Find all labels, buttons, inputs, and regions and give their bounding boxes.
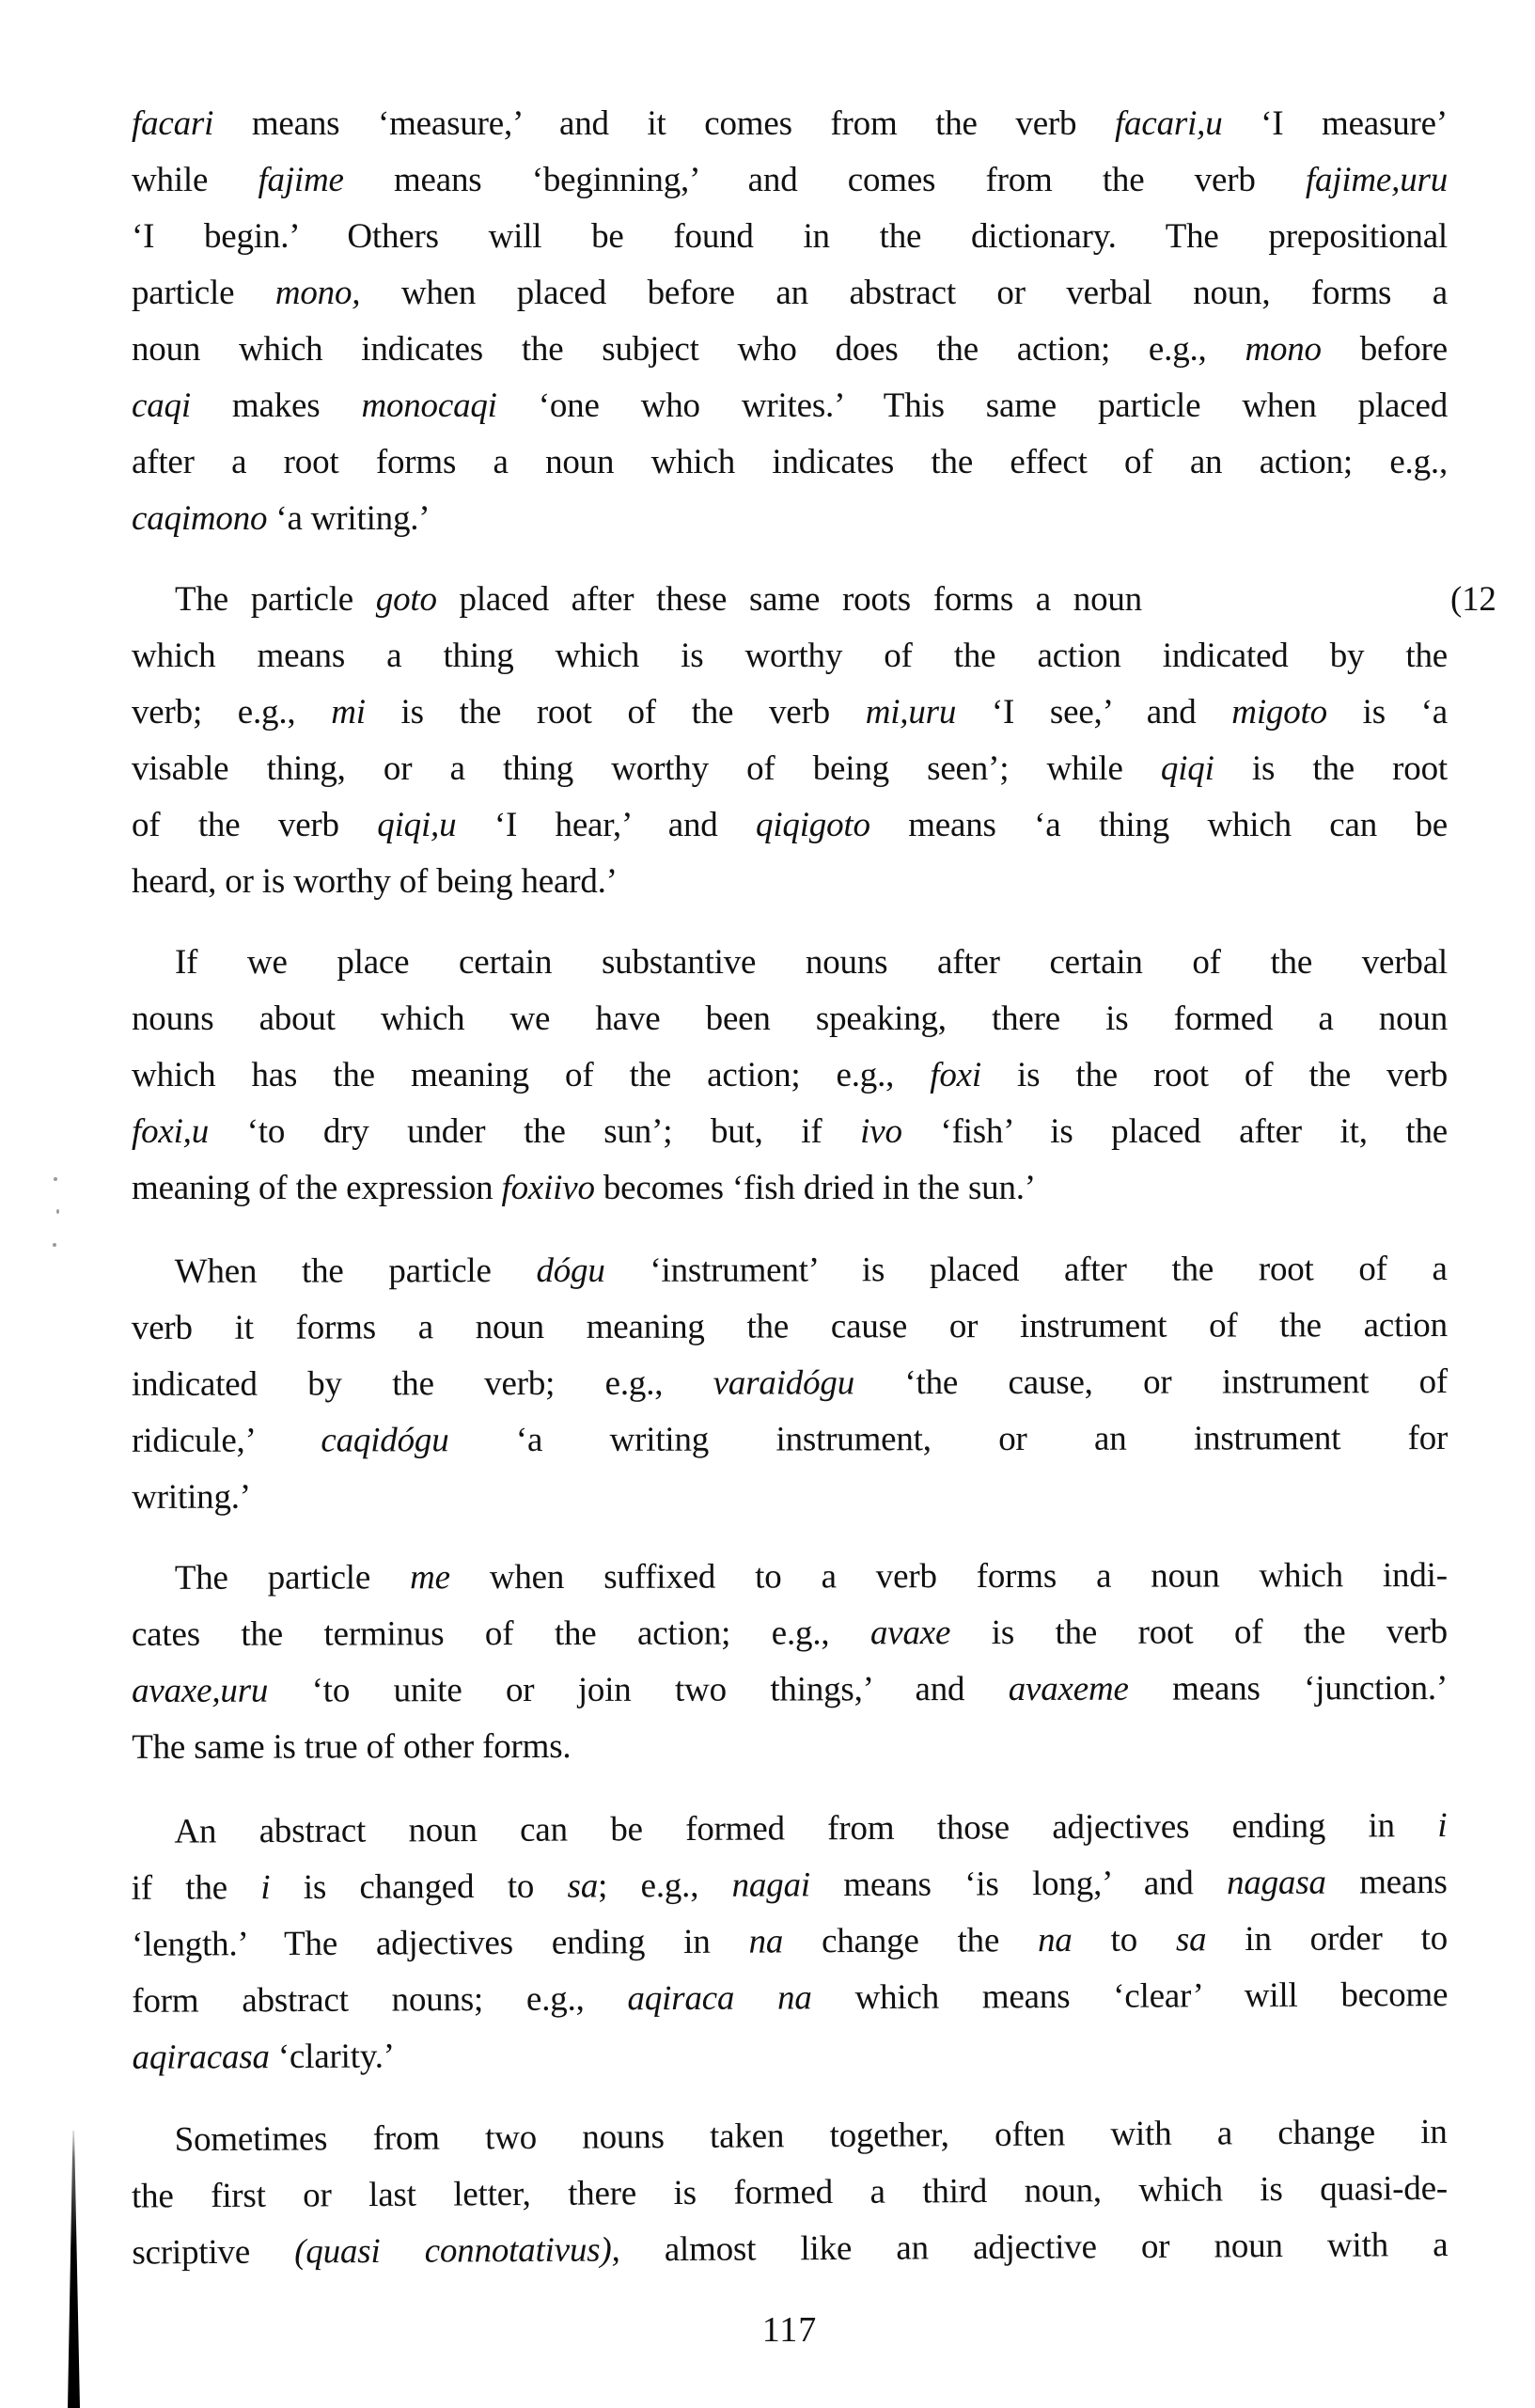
italic-term: caqidógu xyxy=(321,1421,449,1460)
page-number: 117 xyxy=(761,2310,818,2350)
italic-term: na xyxy=(1037,1920,1073,1960)
text-line: of the verb qiqi,u ‘I hear,’ and qiqigoto means ‘a thing which can be xyxy=(132,806,1449,844)
paragraph xyxy=(131,2104,1448,2282)
text-line: foxi,u ‘to dry under the sun’; but, if ivo ‘fish’ is placed after it, the xyxy=(132,1112,1448,1151)
text-line: which means a thing which is worthy of the action indicated by the xyxy=(132,637,1448,675)
text-line: after a root forms a noun which indicates the effect of an action; e.g., xyxy=(132,443,1448,481)
italic-term: varaidógu xyxy=(713,1363,855,1403)
italic-term: nagasa xyxy=(1226,1863,1326,1903)
italic-term: foxi xyxy=(930,1056,981,1094)
text-line: while fajime means ‘beginning,’ and comes from the verb fajime,uru xyxy=(132,161,1448,199)
text-line: caqi makes monocaqi ‘one who writes.’ This same particle when placed xyxy=(132,386,1449,425)
text-line: particle mono, when placed before an abstract or verbal noun, forms a xyxy=(132,274,1448,312)
italic-term: facari,u xyxy=(1114,104,1223,143)
text-line: aqiracasa ‘clarity.’ xyxy=(132,2037,395,2077)
italic-term: avaxeme xyxy=(1008,1669,1129,1708)
text-block xyxy=(131,96,1496,2358)
italic-term: facari xyxy=(132,104,214,143)
paragraph xyxy=(132,96,1448,547)
italic-term: sa xyxy=(1175,1920,1207,1959)
italic-term: avaxe,uru xyxy=(132,1671,269,1710)
italic-term: ivo xyxy=(860,1112,902,1151)
paragraph xyxy=(131,1798,1448,2086)
scan-artifact-line xyxy=(68,2131,80,2408)
scan-speck xyxy=(56,1209,59,1214)
margin-note: (12 xyxy=(1450,580,1496,619)
text-line: The particle goto placed after these same roots forms a noun (12 xyxy=(132,572,1448,628)
italic-term: avaxe xyxy=(869,1613,951,1653)
paragraph xyxy=(132,935,1448,1217)
italic-term: foxi,u xyxy=(132,1112,210,1151)
text-line: Sometimes from two nouns taken together, often with a change in xyxy=(174,2113,1448,2160)
italic-term: i xyxy=(1437,1806,1448,1846)
italic-term: qiqigoto xyxy=(756,806,870,844)
text-line: verb it forms a noun meaning the cause or instrument of the action xyxy=(131,1306,1448,1347)
italic-term: mono xyxy=(1245,330,1322,369)
italic-term: migoto xyxy=(1231,693,1327,732)
text-line: An abstract noun can be formed from those adjectives ending in i xyxy=(174,1806,1448,1851)
text-line: which has the meaning of the action; e.g., foxi is the root of the verb xyxy=(132,1056,1448,1094)
italic-term: mono, xyxy=(274,274,361,312)
text-line: ‘I begin.’ Others will be found in the dictionary. The prepositional xyxy=(132,217,1448,256)
text-line: When the particle dógu ‘instrument’ is placed after the root of a xyxy=(174,1250,1448,1291)
italic-term: qiqi,u xyxy=(377,806,457,844)
italic-term: nagai xyxy=(731,1865,811,1905)
text-line: ridicule,’ caqidógu ‘a writing instrument, or an instrument for xyxy=(132,1418,1449,1460)
italic-term: qiqi xyxy=(1160,749,1214,788)
paragraph xyxy=(132,1548,1448,1776)
text-line: form abstract nouns; e.g., aqiraca na which means ‘clear’ will become xyxy=(132,1975,1449,2021)
text-line: cates the terminus of the action; e.g., avaxe is the root of the verb xyxy=(131,1613,1448,1654)
italic-term: dógu xyxy=(536,1251,605,1291)
italic-term: caqimono xyxy=(132,499,268,538)
italic-term: aqiracasa xyxy=(132,2038,270,2077)
text-line: the first or last letter, there is formed a third noun, which is quasi-de- xyxy=(131,2169,1449,2216)
text-line: heard, or is worthy of being heard.’ xyxy=(132,862,618,901)
italic-term: fajime,uru xyxy=(1305,161,1448,199)
text-line: facari means ‘measure,’ and it comes from the verb facari,u ‘I measure’ xyxy=(132,104,1448,143)
italic-term: monocaqi xyxy=(361,386,497,425)
text-line: meaning of the expression foxiivo becomes ‘fish dried in the sun.’ xyxy=(132,1169,1036,1207)
text-line: if the i is changed to sa; e.g., nagai means ‘is long,’ and nagasa means xyxy=(131,1863,1448,1908)
paragraph xyxy=(132,572,1496,910)
text-line: The same is true of other forms. xyxy=(132,1726,572,1767)
text-line: The particle me when suffixed to a verb forms a noun which indi- xyxy=(174,1556,1448,1597)
italic-term: aqiraca na xyxy=(627,1978,812,2019)
italic-term: na xyxy=(748,1922,784,1961)
italic-term: mi xyxy=(331,693,366,732)
italic-term: fajime xyxy=(258,161,344,199)
italic-term: (quasi connotativus), xyxy=(294,2230,620,2272)
text-line: writing.’ xyxy=(132,1477,251,1517)
italic-term: i xyxy=(260,1868,271,1908)
scan-speck xyxy=(53,1243,56,1247)
text-line: visable thing, or a thing worthy of being seen’; while qiqi is the root xyxy=(132,749,1448,788)
text-line: ‘length.’ The adjectives ending in na change the na to sa in order to xyxy=(131,1919,1449,1964)
text-line: scriptive (quasi connotativus), almost like an adjective or noun with a xyxy=(132,2225,1449,2273)
text-line: avaxe,uru ‘to unite or join two things,’ and avaxeme means ‘junction.’ xyxy=(132,1669,1449,1710)
text-line: indicated by the verb; e.g., varaidógu ‘the cause, or instrument of xyxy=(131,1362,1449,1404)
paragraph xyxy=(132,1241,1449,1526)
italic-term: goto xyxy=(375,580,437,619)
italic-term: sa xyxy=(567,1866,599,1906)
text-line: noun which indicates the subject who does the action; e.g., mono before xyxy=(132,330,1448,369)
italic-term: foxiivo xyxy=(501,1169,595,1207)
text-line: If we place certain substantive nouns after certain of the verbal xyxy=(175,943,1448,982)
italic-term: mi,uru xyxy=(865,693,957,732)
text-line: verb; e.g., mi is the root of the verb mi,uru ‘I see,’ and migoto is ‘a xyxy=(132,693,1449,732)
text-line: nouns about which we have been speaking, there is formed a noun xyxy=(132,999,1448,1038)
italic-term: me xyxy=(410,1558,450,1597)
italic-term: caqi xyxy=(132,386,191,425)
text-line: caqimono ‘a writing.’ xyxy=(132,499,431,538)
scan-speck xyxy=(54,1177,57,1181)
